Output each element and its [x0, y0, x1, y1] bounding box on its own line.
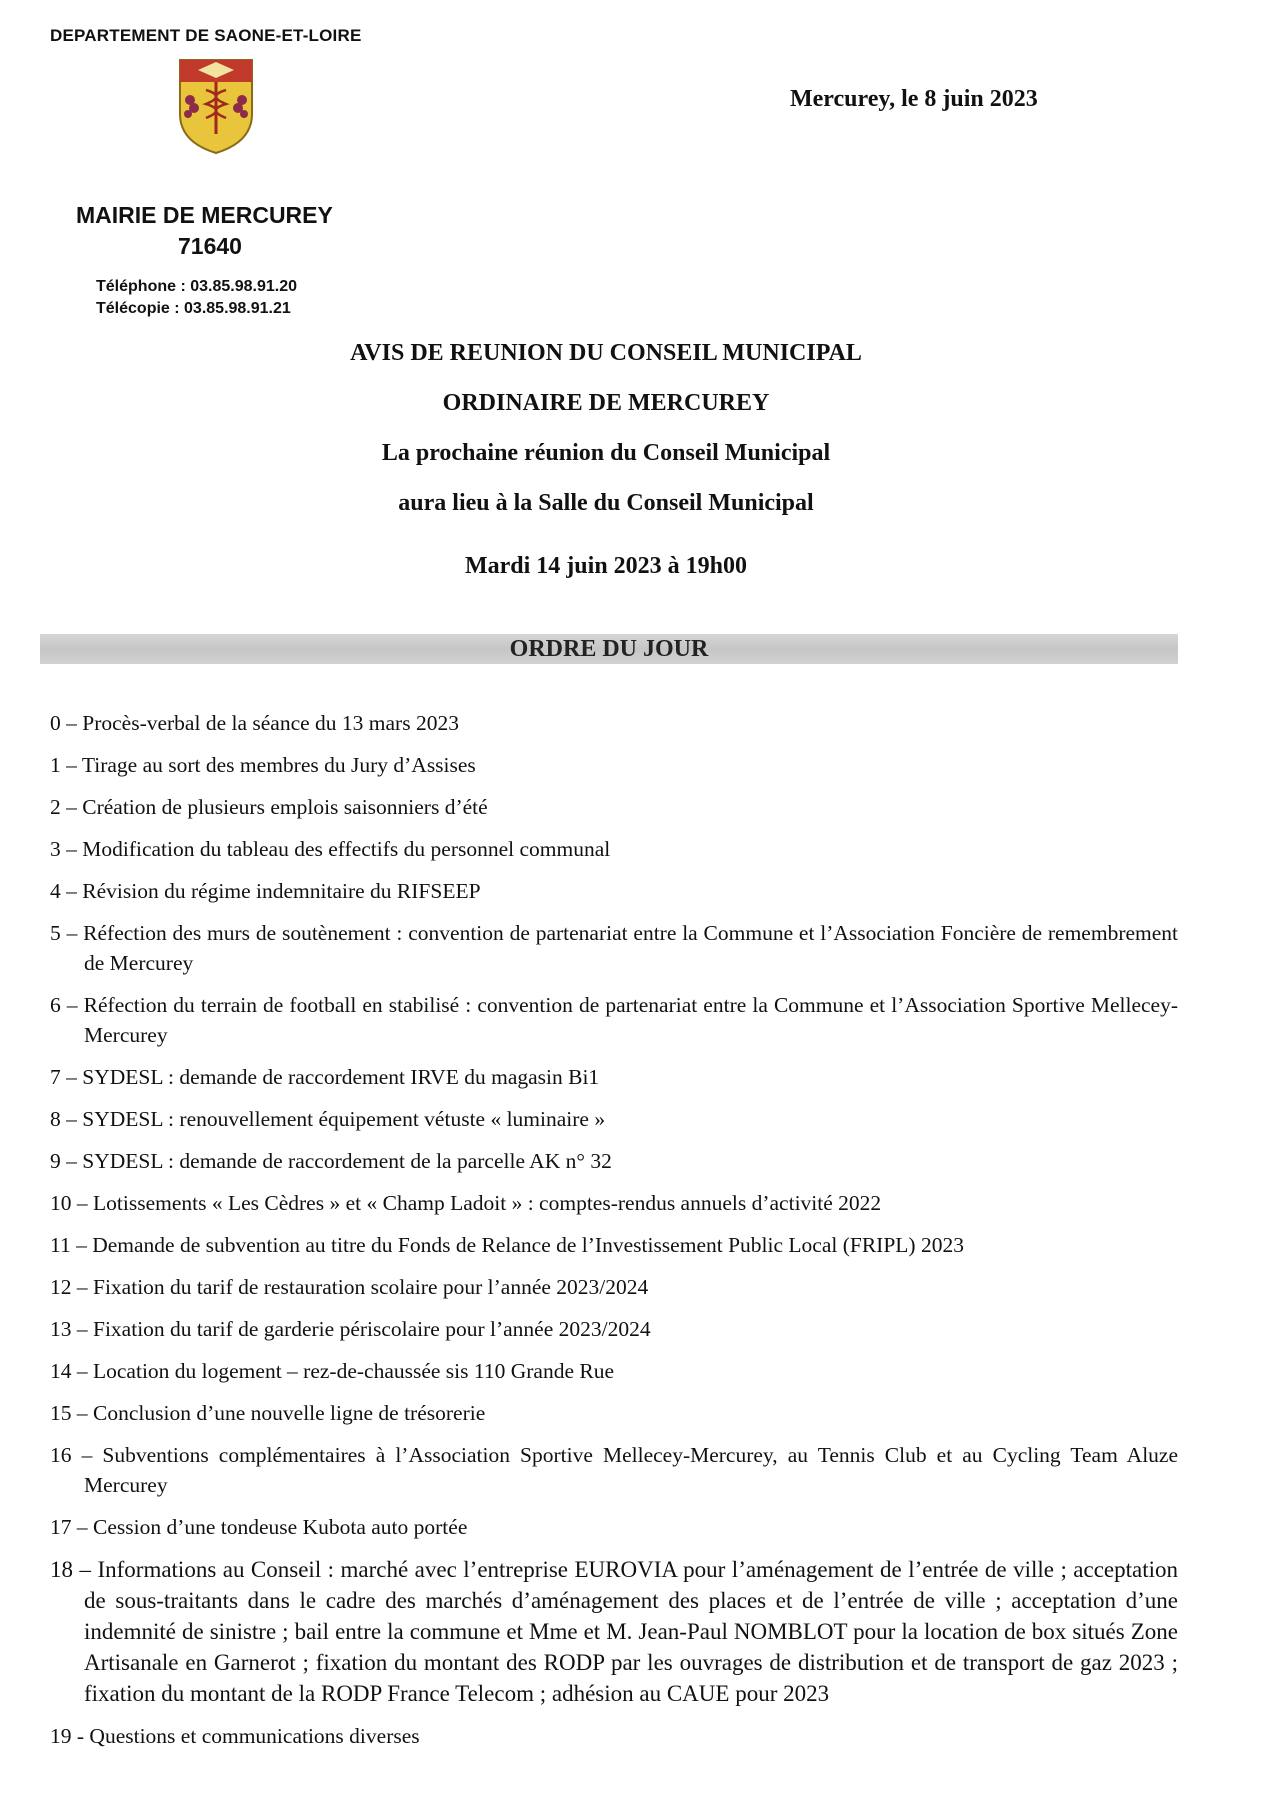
- agenda-item-number: 12 –: [50, 1275, 88, 1299]
- agenda-item-number: 10 –: [50, 1191, 88, 1215]
- agenda-banner-label: ORDRE DU JOUR: [509, 636, 709, 662]
- agenda-item: [50, 1188, 1178, 1218]
- agenda-item-number: 17 –: [50, 1515, 88, 1539]
- agenda-item-text: Réfection des murs de soutènement : convention de partenariat entre la Commune et l’Association Foncière de remembrement de Mercurey: [83, 921, 1179, 975]
- agenda-item-number: 11 –: [50, 1233, 87, 1257]
- agenda-item: [50, 990, 1178, 1050]
- agenda-item: [50, 1104, 1178, 1134]
- agenda-item-text: Création de plusieurs emplois saisonniers d’été: [82, 795, 488, 819]
- agenda-item: [50, 1356, 1178, 1386]
- agenda-item: [50, 1062, 1178, 1092]
- agenda-item-number: 9 –: [50, 1149, 77, 1173]
- title-line-4: aura lieu à la Salle du Conseil Municipal: [398, 490, 814, 516]
- telephone-line: Téléphone : 03.85.98.91.20: [96, 278, 297, 295]
- agenda-item-text: Conclusion d’une nouvelle ligne de trésorerie: [93, 1401, 486, 1425]
- agenda-item-number: 7 –: [50, 1065, 77, 1089]
- agenda-item-number: 15 –: [50, 1401, 88, 1425]
- agenda-item-text: Informations au Conseil : marché avec l’entreprise EUROVIA pour l’aménagement de l’entrée de ville ; acceptation de sous-traitants dans le cadre des marchés d’aménagement des places et de l’entrée de ville ; acceptation d’une indemnité de sinistre ; bail entre la commune et Mme et M. Jean-Paul NOMBLOT pour la location de box situés Zone Artisanale en Garnerot ; fixation du montant des RODP par les ouvrages de distribution et de transport de gaz 2023 ; fixation du montant de la RODP France Telecom ; adhésion au CAUE pour 2023: [84, 1557, 1179, 1706]
- agenda-item: [50, 1440, 1178, 1500]
- agenda-item-text: Procès-verbal de la séance du 13 mars 2023: [82, 711, 459, 735]
- agenda-item-text: Fixation du tarif de garderie périscolaire pour l’année 2023/2024: [93, 1317, 651, 1341]
- agenda-item-text: SYDESL : demande de raccordement IRVE du magasin Bi1: [82, 1065, 600, 1089]
- agenda-item-number: 14 –: [50, 1359, 88, 1383]
- agenda-item-number: 0 –: [50, 711, 77, 735]
- agenda-item-text: Fixation du tarif de restauration scolaire pour l’année 2023/2024: [93, 1275, 649, 1299]
- agenda-banner: [40, 634, 1178, 664]
- agenda-item-text: Réfection du terrain de football en stabilisé : convention de partenariat entre la Commune et l’Association Sportive Mellecey-Mercurey: [83, 993, 1178, 1047]
- agenda-item: [50, 1272, 1178, 1302]
- agenda-item: [50, 1230, 1178, 1260]
- agenda-item-text: Location du logement – rez-de-chaussée sis 110 Grande Rue: [93, 1359, 614, 1383]
- agenda-item-number: 19 -: [50, 1724, 85, 1748]
- agenda-item: [50, 708, 1178, 738]
- agenda-item-text: Révision du régime indemnitaire du RIFSEEP: [82, 879, 481, 903]
- title-line-1: AVIS DE REUNION DU CONSEIL MUNICIPAL: [350, 340, 862, 366]
- agenda-item: [50, 834, 1178, 864]
- agenda-item: [50, 792, 1178, 822]
- agenda-item-text: Modification du tableau des effectifs du personnel communal: [82, 837, 611, 861]
- agenda-item-text: Lotissements « Les Cèdres » et « Champ Ladoit » : comptes-rendus annuels d’activité 2022: [93, 1191, 882, 1215]
- agenda-item-number: 4 –: [50, 879, 77, 903]
- agenda-item: [50, 1512, 1178, 1542]
- agenda-item: [50, 918, 1178, 978]
- agenda-item-number: 1 –: [50, 753, 77, 777]
- agenda-item-text: SYDESL : renouvellement équipement vétuste « luminaire »: [82, 1107, 606, 1131]
- agenda-item: [50, 1721, 1178, 1751]
- mairie-name: MAIRIE DE MERCUREY: [76, 202, 333, 228]
- agenda-item-text: Tirage au sort des membres du Jury d’Assises: [81, 753, 476, 777]
- telecopie-line: Télécopie : 03.85.98.91.21: [96, 300, 291, 317]
- agenda-item-text: Demande de subvention au titre du Fonds de Relance de l’Investissement Public Local (FRIPL) 2023: [92, 1233, 964, 1257]
- agenda-item-number: 13 –: [50, 1317, 88, 1341]
- agenda-item-number: 5 –: [50, 921, 78, 945]
- agenda-item-number: 2 –: [50, 795, 77, 819]
- agenda-item-text: Questions et communications diverses: [89, 1724, 420, 1748]
- coat-of-arms-icon: [176, 56, 256, 156]
- agenda-item: [50, 750, 1178, 780]
- agenda-item-text: Cession d’une tondeuse Kubota auto portée: [93, 1515, 468, 1539]
- agenda-item-number: 16 –: [50, 1443, 93, 1467]
- agenda-item: [50, 1398, 1178, 1428]
- agenda-item: [50, 1554, 1178, 1709]
- agenda-item: [50, 1146, 1178, 1176]
- department-heading: DEPARTEMENT DE SAONE-ET-LOIRE: [50, 26, 362, 45]
- agenda-item: [50, 876, 1178, 906]
- postal-code: 71640: [178, 233, 242, 259]
- meeting-datetime: Mardi 14 juin 2023 à 19h00: [464, 553, 748, 579]
- agenda-item-number: 18 –: [50, 1557, 91, 1582]
- agenda-item-number: 8 –: [50, 1107, 77, 1131]
- agenda-item-text: Subventions complémentaires à l’Association Sportive Mellecey-Mercurey, au Tennis Club et au Cycling Team Aluze Mercurey: [84, 1443, 1179, 1497]
- agenda-item-text: SYDESL : demande de raccordement de la parcelle AK n° 32: [82, 1149, 612, 1173]
- agenda-item-number: 6 –: [50, 993, 78, 1017]
- agenda-item: [50, 1314, 1178, 1344]
- agenda-list: [50, 708, 1178, 1763]
- document-date: Mercurey, le 8 juin 2023: [790, 86, 1038, 112]
- title-line-2: ORDINAIRE DE MERCUREY: [442, 390, 770, 416]
- title-line-3: La prochaine réunion du Conseil Municipal: [381, 440, 831, 466]
- agenda-item-number: 3 –: [50, 837, 77, 861]
